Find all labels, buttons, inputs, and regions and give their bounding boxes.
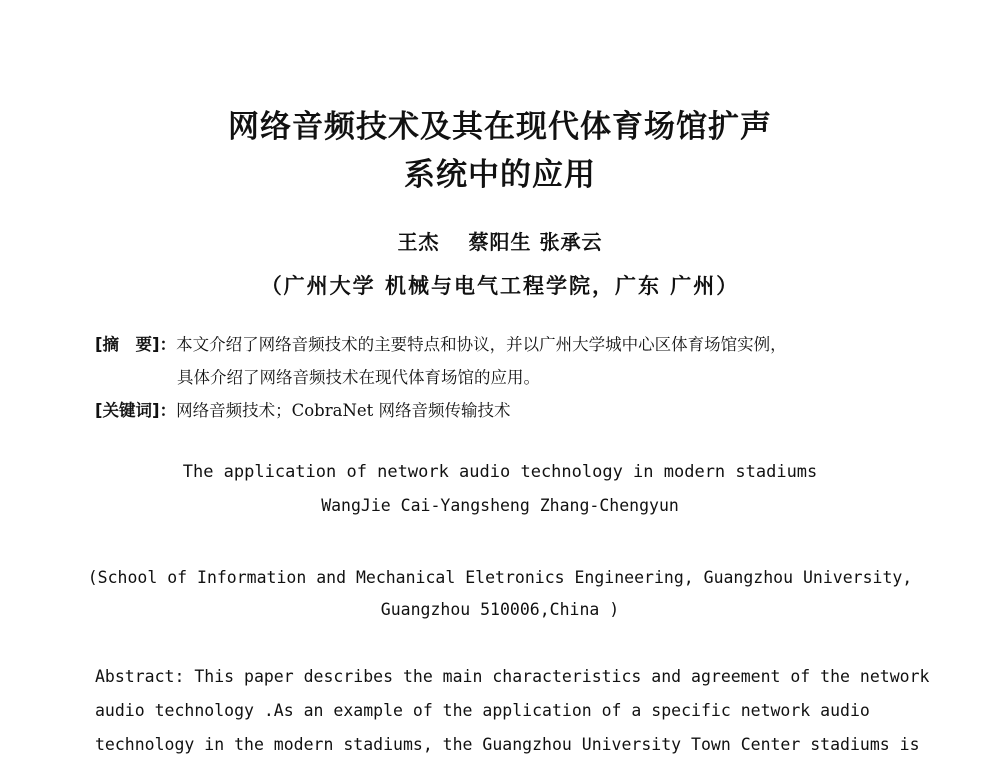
affiliation-english [0,562,1000,626]
keywords-chinese-label: [关键词]： [95,401,177,420]
abstract-chinese-line-1 [95,328,925,361]
abstract-english-block [95,660,930,762]
affiliation-english-line-2: Guangzhou 510006,China ) [380,600,620,619]
abstract-chinese-block [95,328,925,427]
authors-chinese: 王杰 蔡阳生 张承云 [397,230,603,254]
paper-title-english: The application of network audio technology in modern stadiums [182,462,818,482]
keywords-chinese-line [95,394,925,427]
abstract-chinese-text-1: 本文介绍了网络音频技术的主要特点和协议，并以广州大学城中心区体育场馆实例， [176,335,787,354]
affiliation-chinese: （广州大学 机械与电气工程学院，广东 广州） [260,273,740,298]
abstract-english-line-2: audio technology .As an example of the application of a specific network audio [95,701,870,720]
abstract-chinese-text-2: 具体介绍了网络音频技术在现代体育场馆的应用。 [177,368,540,387]
keywords-chinese-text: 网络音频技术；CobraNet 网络音频传输技术 [176,401,511,420]
abstract-english-line-1: Abstract: This paper describes the main characteristics and agreement of the network [95,667,930,686]
paper-title-line-2: 系统中的应用 [404,157,596,193]
authors-english: WangJie Cai-Yangsheng Zhang-Chengyun [321,496,679,515]
affiliation-english-line-1: (School of Information and Mechanical Eletronics Engineering, Guangzhou University, [87,568,913,587]
abstract-english-line-3: technology in the modern stadiums, the Guangzhou University Town Center stadiums is [95,735,920,754]
paper-title-line-1: 网络音频技术及其在现代体育场馆扩声 [228,109,772,145]
abstract-chinese-label: [摘 要]： [95,335,177,354]
